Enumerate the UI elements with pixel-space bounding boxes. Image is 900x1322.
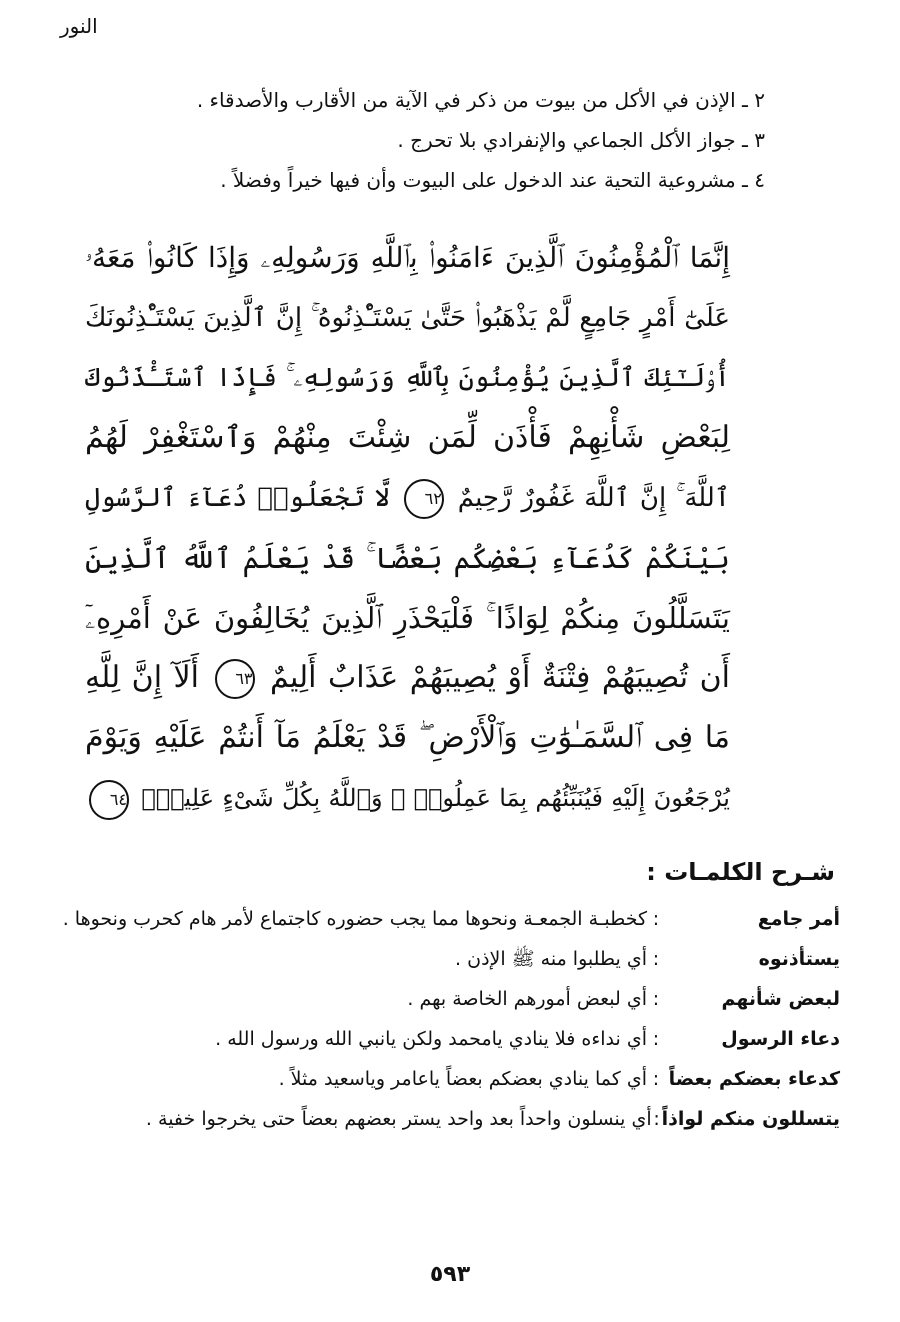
quran-verses: [85, 228, 730, 828]
glossary-term: كدعاء بعضكم بعضاً: [668, 1068, 840, 1090]
glossary-entry: [60, 940, 840, 978]
glossary-term: لبعض شأنهم: [721, 988, 840, 1010]
verse-line: إِنَّمَا ٱلْمُؤْمِنُونَ ٱلَّذِينَ ءَامَنُوا۟ بِٱللَّهِ وَرَسُولِهِۦ وَإِذَا كَانُوا۟ مَعَهُۥ: [85, 241, 730, 274]
glossary-term: يتسللون منكم لواذاً: [661, 1108, 840, 1130]
glossary-entry: [60, 1060, 840, 1098]
verse-line: بَيْنَكُمْ كَدُعَآءِ بَعْضِكُم بَعْضًا ۚ قَدْ يَعْلَمُ ٱللَّهُ ٱلَّذِينَ: [85, 541, 730, 575]
lessons-list: [145, 80, 765, 200]
glossary-definition: كخطبـة الجمعـة ونحوها مما يجب حضوره كاجتماع لأمر هام كحرب ونحوها .: [62, 908, 647, 930]
glossary-entry: [60, 1100, 840, 1138]
verse-text: يُرْجَعُونَ إِلَيْهِ فَيُنَبِّئُهُم بِمَا عَمِلُوا۟ ۗ وَٱللَّهُ بِكُلِّ شَىْءٍ عَلِيمٌۢ: [141, 784, 730, 812]
glossary-separator: :: [652, 908, 660, 930]
verse-line-with-marker: [85, 768, 730, 828]
verse-number-marker: ٦٤: [89, 780, 129, 820]
running-header-surah-name: النور: [60, 14, 98, 38]
verse-line: لِبَعْضِ شَأْنِهِمْ فَأْذَن لِّمَن شِئْتَ مِنْهُمْ وَٱسْتَغْفِرْ لَهُمُ: [85, 420, 730, 455]
glossary-title: شـرح الكلمـات :: [646, 858, 835, 886]
verse-text: أَن تُصِيبَهُمْ فِتْنَةٌ أَوْ يُصِيبَهُمْ عَذَابٌ أَلِيمٌ: [270, 660, 731, 695]
glossary-separator: :: [652, 988, 660, 1010]
glossary-definition: أي نداءه فلا ينادي يامحمد ولكن يانبي الله ورسول الله .: [215, 1028, 647, 1050]
verse-number-marker: ٦٣: [215, 659, 255, 699]
glossary-term: دعاء الرسول: [721, 1028, 840, 1050]
glossary-separator: :: [652, 1028, 660, 1050]
verse-line: أُو۟لَـٰٓئِكَ ٱلَّذِينَ يُؤْمِنُونَ بِٱللَّهِ وَرَسُولِهِۦ ۚ فَإِذَا ٱسْتَـْٔذَنُوكَ: [85, 363, 730, 393]
glossary-term: أمر جامع: [757, 908, 840, 930]
glossary-term: يستأذنوه: [758, 948, 840, 970]
lesson-point: ٣ ـ جواز الأكل الجماعي والإنفرادي بلا تحرج .: [397, 128, 765, 152]
glossary-definition: أي ينسلون واحداً بعد واحد يستر بعضهم بعضاً حتى يخرجوا خفية .: [145, 1108, 652, 1130]
lesson-point: ٢ ـ الإذن في الأكل من بيوت من ذكر في الآية من الأقارب والأصدقاء .: [196, 88, 765, 112]
page-number: ٥٩٣: [429, 1262, 471, 1287]
glossary-entry: [60, 1020, 840, 1058]
glossary-separator: :: [653, 1108, 660, 1130]
glossary-entry: [60, 900, 840, 938]
verse-text: ٱللَّهَ ۚ إِنَّ ٱللَّهَ غَفُورٌ رَّحِيمٌ: [457, 483, 731, 513]
glossary-entry: [60, 980, 840, 1018]
glossary-definition: أي كما ينادي بعضكم بعضاً ياعامر وياسعيد مثلاً .: [278, 1068, 647, 1090]
glossary-definition: أي لبعض أمورهم الخاصة بهم .: [407, 988, 647, 1010]
verse-text: لَّا تَجْعَلُوا۟ دُعَآءَ ٱلرَّسُولِ: [85, 483, 390, 513]
verse-line-with-marker: [85, 468, 730, 528]
verse-text: أَلَآ إِنَّ لِلَّهِ: [85, 660, 199, 695]
glossary-list: [60, 900, 840, 1140]
verse-line: عَلَىٰٓ أَمْرٍ جَامِعٍ لَّمْ يَذْهَبُوا۟ حَتَّىٰ يَسْتَـْٔذِنُوهُ ۚ إِنَّ ٱلَّذِينَ يَسْتَـْٔذِنُونَكَ: [85, 303, 730, 333]
verse-number-marker: ٦٢: [404, 479, 444, 519]
verse-line: مَا فِى ٱلسَّمَـٰوَٰتِ وَٱلْأَرْضِ ۖ قَدْ يَعْلَمُ مَآ أَنتُمْ عَلَيْهِ وَيَوْمَ: [85, 720, 730, 755]
lesson-point: ٤ ـ مشروعية التحية عند الدخول على البيوت وأن فيها خيراً وفضلاً .: [220, 168, 765, 192]
glossary-separator: :: [652, 1068, 660, 1090]
glossary-definition: أي يطلبوا منه ﷺ الإذن .: [455, 948, 647, 970]
glossary-separator: :: [652, 948, 660, 970]
verse-line-with-marker: [85, 648, 730, 708]
verse-line: يَتَسَلَّلُونَ مِنكُمْ لِوَاذًا ۚ فَلْيَحْذَرِ ٱلَّذِينَ يُخَالِفُونَ عَنْ أَمْرِهِۦٓ: [85, 601, 730, 635]
